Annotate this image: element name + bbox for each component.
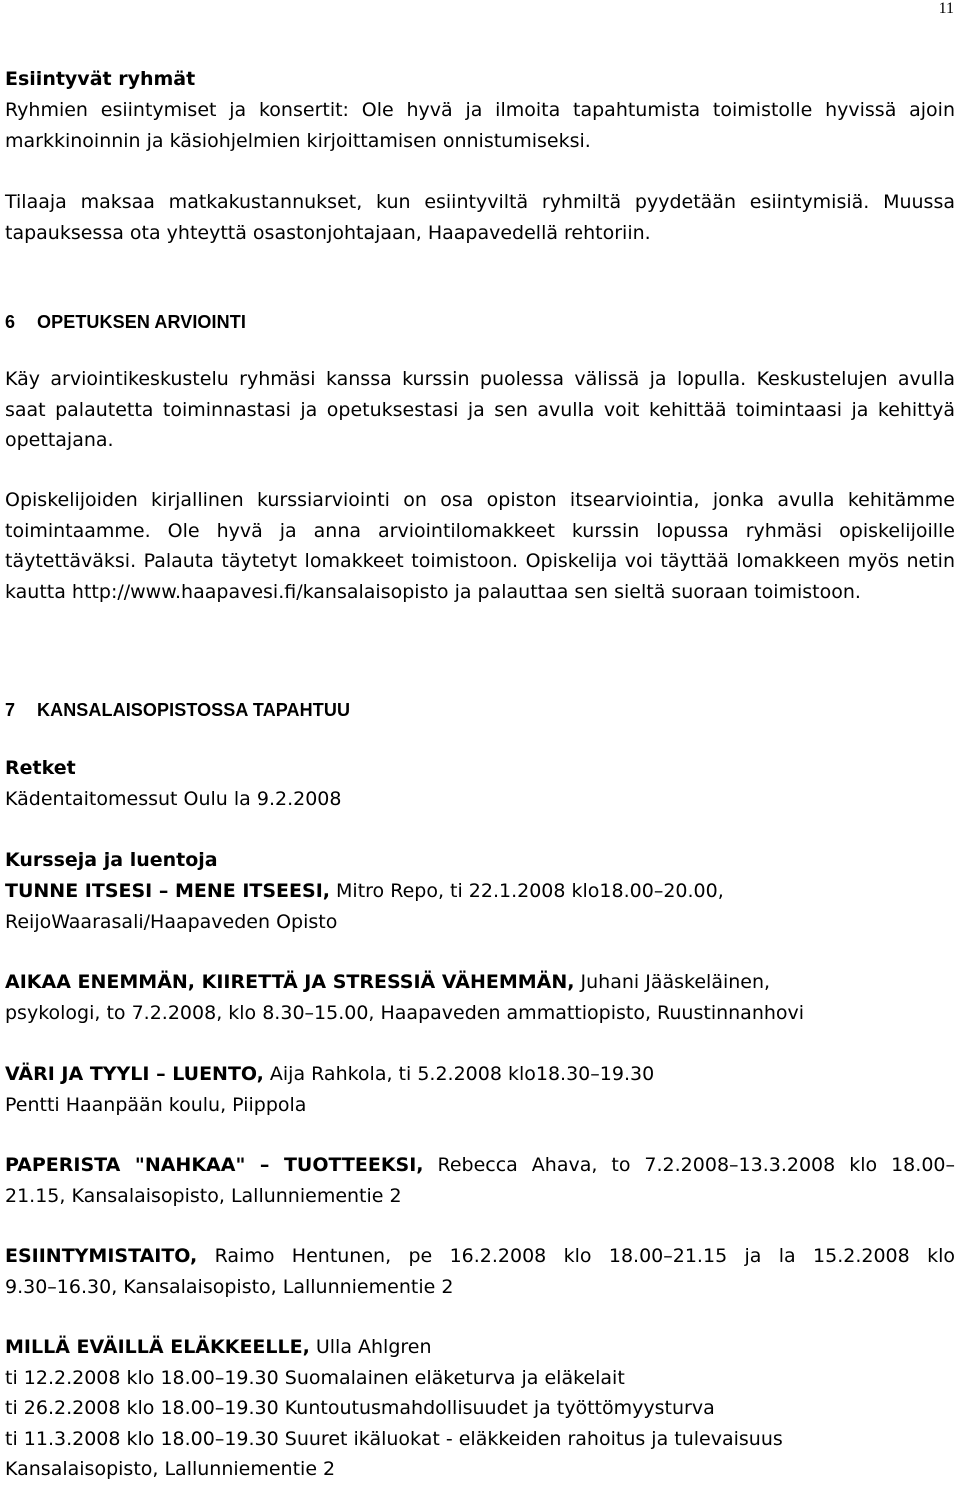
event-vari-ja-tyyli: [5, 1059, 955, 1120]
event-location: psykologi, to 7.2.2008, klo 8.30–15.00, Haapaveden ammattiopisto, Ruustinnanhovi: [5, 1001, 805, 1024]
event-name: AIKAA ENEMMÄN, KIIRETTÄ JA STRESSIÄ VÄHEMMÄN,: [5, 971, 575, 993]
event-name: MILLÄ EVÄILLÄ ELÄKKEELLE,: [5, 1336, 310, 1358]
event-name: TUNNE ITSESI – MENE ITSEESI,: [5, 880, 330, 902]
event-location: Kansalaisopisto, Lallunniementie 2: [5, 1458, 336, 1480]
page-number: 11: [938, 0, 954, 17]
section-6-number: 6: [5, 312, 16, 332]
section-7-title: KANSALAISOPISTOSSA TAPAHTUU: [37, 700, 351, 720]
trip-item: Kädentaitomessut Oulu la 9.2.2008: [5, 788, 342, 810]
event-details: Ulla Ahlgren: [309, 1336, 432, 1358]
section-6-title: OPETUKSEN ARVIOINTI: [37, 312, 246, 332]
event-name: VÄRI JA TYYLI – LUENTO,: [5, 1063, 264, 1085]
section-7-heading: [5, 695, 955, 726]
event-esiintymistaito: [5, 1241, 955, 1302]
event-paperista-nahkaa: [5, 1150, 955, 1211]
section-6-paragraph-2: Opiskelijoiden kirjallinen kurssiarviointi on osa opiston itsearviointia, jonka avulla kehitämme toimintaamme. Ole hyvä ja anna arviointilomakkeet kurssin lopussa ryhmäsi opiskelijoille täytettäväksi. Palauta täytetyt lomakkeet toimistoon. Opiskelija voi täyttää lomakkeen myös netin kautta http://www.haapavesi.fi/kansalaisopisto ja palauttaa sen sieltä suoraan toimistoon.: [5, 489, 955, 603]
event-details: Mitro Repo, ti 22.1.2008 klo18.00–20.00,: [330, 880, 724, 902]
event-details: Raimo Hentunen, pe 16.2.2008 klo 18.00–21.15 ja la 15.2.2008 klo: [197, 1245, 955, 1267]
courses-heading: Kursseja ja luentoja: [5, 849, 218, 871]
event-location: ReijoWaarasali/Haapaveden Opisto: [5, 910, 338, 933]
section-6-paragraph-1: Käy arviointikeskustelu ryhmäsi kanssa kurssin puolessa välissä ja lopulla. Keskustelujen avulla saat palautetta toiminnastasi ja opetuksestasi ja sen avulla voit kehittää toimintaasi ja kehittyä opettajana.: [5, 368, 955, 451]
event-name: PAPERISTA "NAHKAA" – TUOTTEEKSI,: [5, 1154, 424, 1176]
event-milla-evailla: [5, 1332, 955, 1485]
event-location: Pentti Haanpään koulu, Piippola: [5, 1093, 307, 1116]
event-location: 9.30–16.30, Kansalaisopisto, Lallunniementie 2: [5, 1275, 454, 1298]
event-details: Juhani Jääskeläinen,: [574, 971, 771, 993]
trips-heading: Retket: [5, 757, 76, 779]
event-session: ti 12.2.2008 klo 18.00–19.30 Suomalainen eläketurva ja eläkelait: [5, 1366, 625, 1389]
event-name: ESIINTYMISTAITO,: [5, 1245, 198, 1267]
event-details: Aija Rahkola, ti 5.2.2008 klo18.30–19.30: [263, 1063, 655, 1085]
event-details: Rebecca Ahava, to 7.2.2008–13.3.2008 klo 18.00–: [423, 1154, 955, 1176]
section-7-number: 7: [5, 700, 16, 720]
groups-heading: Esiintyvät ryhmät: [5, 68, 196, 90]
event-location: 21.15, Kansalaisopisto, Lallunniementie 2: [5, 1184, 402, 1207]
event-session: ti 26.2.2008 klo 18.00–19.30 Kuntoutusmahdollisuudet ja työttömyysturva: [5, 1397, 715, 1419]
event-session: ti 11.3.2008 klo 18.00–19.30 Suuret ikäluokat - eläkkeiden rahoitus ja tulevaisuus: [5, 1427, 783, 1450]
groups-paragraph-2: Tilaaja maksaa matkakustannukset, kun esiintyviltä ryhmiltä pyydetään esiintymisiä. Muussa tapauksessa ota yhteyttä osastonjohtajaan, Haapavedellä rehtoriin.: [5, 191, 955, 244]
event-aikaa-enemman: [5, 967, 955, 1028]
section-6-heading: [5, 307, 955, 338]
groups-paragraph-1: Ryhmien esiintymiset ja konsertit: Ole hyvä ja ilmoita tapahtumista toimistolle hyvissä ajoin markkinoinnin ja käsiohjelmien kirjoittamisen onnistumiseksi.: [5, 99, 955, 152]
event-tunne-itsesi: [5, 876, 955, 937]
